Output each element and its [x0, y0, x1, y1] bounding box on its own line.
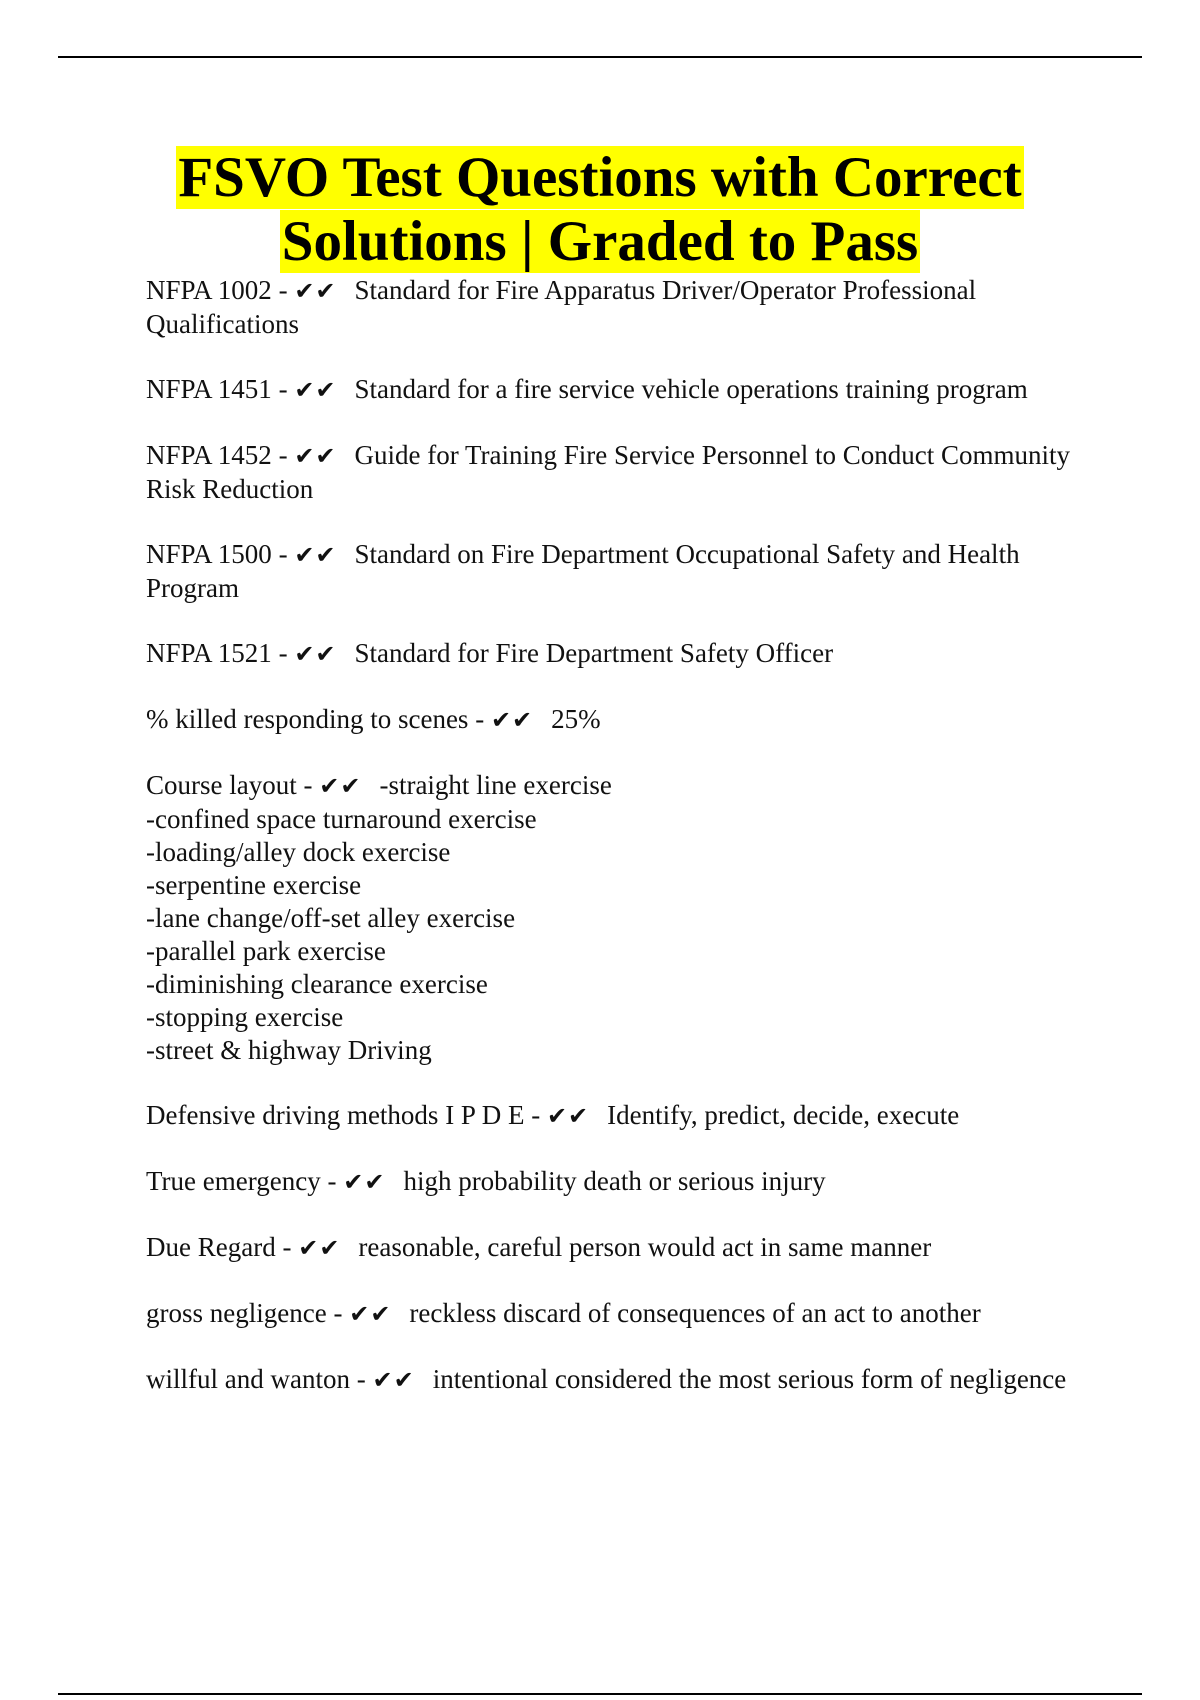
separator: - — [475, 704, 485, 734]
question-term: Defensive driving methods I P D E — [146, 1100, 525, 1130]
list-item — [146, 637, 1086, 671]
check-mark-icon: ✔✔ — [343, 1168, 386, 1196]
separator: - — [303, 770, 313, 800]
separator: - — [278, 638, 288, 668]
question-term: gross negligence — [146, 1298, 327, 1328]
course-exercise: -street & highway Driving — [146, 1035, 432, 1065]
question-term: Due Regard — [146, 1232, 276, 1262]
list-item — [146, 274, 1086, 341]
question-term: NFPA 1521 — [146, 638, 272, 668]
title-line-1: FSVO Test Questions with Correct — [178, 146, 1022, 209]
check-mark-icon: ✔✔ — [294, 640, 337, 668]
list-item — [146, 769, 1086, 1067]
page-title — [60, 146, 1140, 274]
answer-text: Standard for Fire Apparatus Driver/Operator Professional Qualifications — [146, 275, 977, 339]
check-mark-icon: ✔✔ — [490, 706, 534, 734]
list-item — [146, 703, 1086, 737]
separator: - — [278, 440, 288, 470]
separator: - — [327, 1166, 337, 1196]
question-term: NFPA 1451 — [146, 374, 272, 404]
course-exercise: -diminishing clearance exercise — [146, 969, 488, 999]
course-exercise: -parallel park exercise — [146, 936, 386, 966]
list-item — [146, 1099, 1086, 1133]
list-item — [146, 1297, 1086, 1331]
answer-text: Standard for a fire service vehicle operations training program — [354, 374, 1028, 404]
separator: - — [333, 1298, 343, 1328]
check-mark-icon: ✔✔ — [294, 541, 337, 569]
top-rule — [58, 56, 1142, 58]
title-line-2: Solutions | Graded to Pass — [281, 210, 919, 273]
separator: - — [278, 275, 288, 305]
answer-text: -straight line exercise — [379, 770, 612, 800]
list-item — [146, 1363, 1086, 1397]
check-mark-icon: ✔✔ — [294, 376, 337, 404]
bottom-rule — [58, 1693, 1142, 1695]
answer-text: Guide for Training Fire Service Personnel to Conduct Community Risk Reduction — [146, 440, 1070, 504]
course-exercise: -loading/alley dock exercise — [146, 837, 451, 867]
check-mark-icon: ✔✔ — [294, 442, 337, 470]
question-term: NFPA 1002 — [146, 275, 272, 305]
check-mark-icon: ✔✔ — [372, 1366, 415, 1394]
separator: - — [282, 1232, 292, 1262]
answer-text: Standard for Fire Department Safety Officer — [354, 638, 834, 668]
answer-text: high probability death or serious injury — [403, 1166, 826, 1196]
separator: - — [531, 1100, 541, 1130]
question-term: Course layout — [146, 770, 297, 800]
course-exercise: -stopping exercise — [146, 1002, 344, 1032]
check-mark-icon: ✔✔ — [319, 772, 362, 800]
question-term: True emergency — [146, 1166, 321, 1196]
answer-text: Identify, predict, decide, execute — [607, 1100, 960, 1130]
list-item — [146, 1231, 1086, 1265]
question-term: willful and wanton — [146, 1364, 350, 1394]
list-item — [146, 1165, 1086, 1199]
course-exercise: -confined space turnaround exercise — [146, 804, 537, 834]
question-term: % killed responding to scenes — [146, 704, 469, 734]
separator: - — [356, 1364, 366, 1394]
course-exercise: -serpentine exercise — [146, 870, 362, 900]
title-block — [60, 146, 1140, 274]
answer-text: Standard on Fire Department Occupational Safety and Health Program — [146, 539, 1020, 603]
question-term: NFPA 1500 — [146, 539, 272, 569]
check-mark-icon: ✔✔ — [546, 1102, 590, 1130]
qa-list — [146, 274, 1086, 1429]
question-term: NFPA 1452 — [146, 440, 272, 470]
answer-text: reckless discard of consequences of an act to another — [409, 1298, 981, 1328]
answer-text: intentional considered the most serious form of negligence — [432, 1364, 1067, 1394]
check-mark-icon: ✔✔ — [294, 277, 337, 305]
check-mark-icon: ✔✔ — [349, 1300, 392, 1328]
check-mark-icon: ✔✔ — [298, 1234, 341, 1262]
course-exercise: -lane change/off-set alley exercise — [146, 903, 516, 933]
separator: - — [278, 374, 288, 404]
list-item — [146, 439, 1086, 506]
answer-text: 25% — [551, 704, 601, 734]
separator: - — [278, 539, 288, 569]
list-item — [146, 373, 1086, 407]
list-item — [146, 538, 1086, 605]
answer-text: reasonable, careful person would act in same manner — [358, 1232, 932, 1262]
